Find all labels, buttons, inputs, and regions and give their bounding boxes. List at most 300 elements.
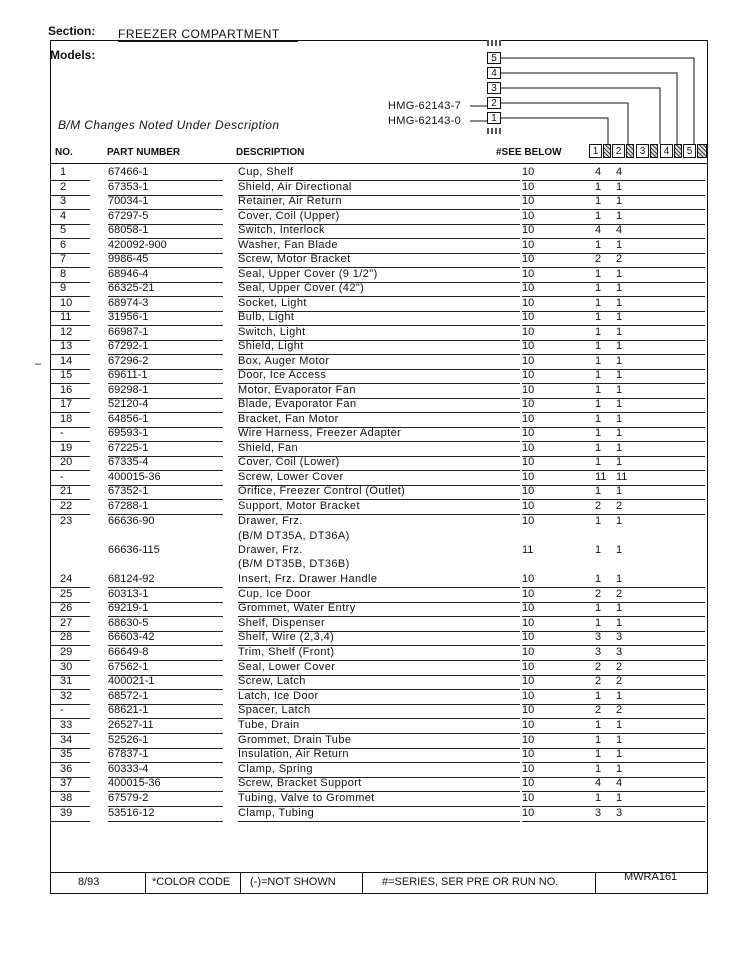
row-qty-1: 1 [595, 412, 602, 425]
row-see-below: 10 [522, 792, 535, 804]
bm-changes-note: B/M Changes Noted Under Description [58, 118, 280, 132]
row-no: 32 [60, 689, 73, 702]
row-qty-2: 1 [616, 412, 623, 425]
row-description: Screw, Bracket Support [238, 777, 362, 790]
table-row [50, 282, 708, 297]
footer-divider [362, 872, 363, 894]
row-qty-1: 1 [595, 544, 602, 556]
row-part-number: 68124-92 [108, 573, 155, 585]
series-box-4: 4 [487, 67, 501, 79]
row-qty-1: 4 [595, 166, 602, 178]
row-see-below: 10 [522, 631, 535, 644]
row-part-number: 64856-1 [108, 412, 149, 425]
row-qty-1: 1 [595, 383, 602, 396]
row-no: 3 [60, 195, 67, 207]
row-qty-1: 1 [595, 441, 602, 454]
row-see-below: 10 [522, 733, 535, 746]
row-part-number: 67225-1 [108, 441, 149, 454]
table-row [50, 675, 708, 690]
row-description: Shield, Air Directional [238, 180, 352, 193]
row-no: 23 [60, 515, 73, 527]
row-no: 2 [60, 180, 67, 193]
row-see-below: 10 [522, 325, 535, 338]
header-no: NO. [55, 147, 73, 158]
row-description: Bracket, Fan Motor [238, 412, 339, 425]
row-part-number: 67288-1 [108, 499, 149, 512]
row-no: 14 [60, 354, 73, 367]
row-part-number: 67297-5 [108, 209, 149, 222]
row-qty-2: 1 [616, 456, 623, 468]
row-see-below: 10 [522, 806, 535, 819]
row-qty-1: 1 [595, 180, 602, 193]
footer-date: 8/93 [78, 876, 100, 888]
row-qty-1: 3 [595, 646, 602, 658]
row-part-number: 26527-11 [108, 719, 154, 731]
row-qty-2: 1 [616, 573, 623, 585]
table-row [50, 311, 708, 326]
row-qty-1: 4 [595, 777, 602, 790]
row-description: Blade, Evaporator Fan [238, 398, 357, 410]
row-see-below: 10 [522, 470, 535, 483]
table-row [50, 807, 708, 822]
row-part-number: 69219-1 [108, 602, 149, 615]
col-box-1: 1 [589, 144, 602, 158]
table-row [50, 777, 708, 792]
row-qty-2: 3 [616, 646, 623, 658]
row-qty-2: 1 [616, 238, 623, 251]
row-see-below: 10 [522, 675, 535, 688]
row-see-below: 10 [522, 282, 535, 294]
row-see-below: 10 [522, 195, 535, 207]
row-part-number: 67837-1 [108, 748, 149, 761]
row-qty-1: 1 [595, 282, 602, 294]
row-no: 12 [60, 325, 73, 338]
footer-divider [240, 872, 241, 894]
row-description: Spacer, Latch [238, 704, 311, 717]
row-description: Cover, Coil (Lower) [238, 456, 340, 468]
row-no: 34 [60, 733, 73, 746]
row-qty-2: 1 [616, 383, 623, 396]
row-qty-1: 1 [595, 325, 602, 338]
row-qty-1: 1 [595, 238, 602, 251]
row-description: Wire Harness, Freezer Adapter [238, 427, 402, 439]
row-qty-2: 4 [616, 166, 623, 178]
row-description: Cover, Coil (Upper) [238, 209, 340, 222]
table-row [50, 588, 708, 603]
row-see-below: 10 [522, 383, 535, 396]
row-qty-2: 1 [616, 544, 623, 556]
row-no: 6 [60, 238, 67, 251]
row-see-below: 10 [522, 209, 535, 222]
row-part-number: 66987-1 [108, 325, 149, 338]
row-qty-1: 2 [595, 660, 602, 673]
row-part-number: 68058-1 [108, 224, 149, 236]
table-row [50, 427, 708, 442]
row-description: Socket, Light [238, 296, 307, 309]
row-qty-2: 2 [616, 253, 623, 265]
row-description: Cup, Ice Door [238, 587, 312, 600]
row-no: 30 [60, 660, 73, 673]
row-see-below: 10 [522, 166, 535, 178]
model-code-0: HMG-62143-0 [388, 115, 461, 127]
table-row [50, 239, 708, 254]
table-row [50, 413, 708, 428]
row-description: Latch, Ice Door [238, 689, 319, 702]
row-description: Bulb, Light [238, 311, 295, 323]
row-see-below: 10 [522, 704, 535, 717]
row-qty-1: 1 [595, 762, 602, 775]
row-part-number: 66636-115 [108, 544, 160, 556]
row-qty-2: 1 [616, 427, 623, 439]
row-qty-2: 2 [616, 660, 623, 673]
row-no: 38 [60, 792, 73, 804]
row-qty-2: 1 [616, 485, 623, 497]
footer-rule [50, 872, 708, 873]
row-no: 16 [60, 383, 73, 396]
table-row [50, 690, 708, 705]
col-box-3: 3 [636, 144, 649, 158]
row-see-below: 10 [522, 441, 535, 454]
row-see-below: 10 [522, 340, 535, 352]
row-no: 17 [60, 398, 73, 410]
row-see-below: 10 [522, 777, 535, 790]
section-label: Section: [48, 24, 96, 38]
row-description: Switch, Light [238, 325, 306, 338]
table-row [50, 719, 708, 734]
row-description: Shield, Fan [238, 441, 299, 454]
table-row [50, 602, 708, 617]
table-row [50, 181, 708, 196]
row-qty-1: 1 [595, 748, 602, 761]
row-qty-1: 2 [595, 499, 602, 512]
row-part-number: 70034-1 [108, 195, 149, 207]
row-qty-1: 1 [595, 792, 602, 804]
row-see-below: 10 [522, 660, 535, 673]
row-qty-2: 1 [616, 719, 623, 731]
row-qty-1: 1 [595, 515, 602, 527]
row-no: - [60, 427, 64, 439]
row-no: 25 [60, 587, 73, 600]
col-shade [603, 144, 611, 158]
row-qty-1: 1 [595, 689, 602, 702]
table-row [50, 661, 708, 676]
row-see-below: 10 [522, 689, 535, 702]
row-no: 36 [60, 762, 73, 775]
row-qty-2: 1 [616, 282, 623, 294]
row-qty-1: 2 [595, 587, 602, 600]
row-no: 24 [60, 573, 73, 585]
row-part-number: 67292-1 [108, 340, 149, 352]
table-row [50, 748, 708, 763]
footer-divider [595, 872, 596, 894]
row-no: 19 [60, 441, 73, 454]
row-qty-1: 1 [595, 311, 602, 323]
table-row [50, 355, 708, 370]
table-row [50, 573, 708, 588]
row-no: 15 [60, 369, 73, 381]
table-row [50, 617, 708, 632]
row-no: 18 [60, 412, 73, 425]
row-part-number: 53516-12 [108, 806, 155, 819]
table-row [50, 763, 708, 778]
row-part-number: 60333-4 [108, 762, 149, 775]
row-part-number: 52120-4 [108, 398, 149, 410]
row-see-below: 10 [522, 238, 535, 251]
row-qty-1: 1 [595, 427, 602, 439]
footer-series-note: #=SERIES, SER PRE OR RUN NO. [382, 876, 559, 888]
row-see-below: 11 [522, 544, 534, 556]
header-part-number: PART NUMBER [107, 147, 181, 158]
row-part-number: 67296-2 [108, 354, 149, 367]
table-row-23a-note [50, 530, 708, 545]
footer-divider [145, 872, 146, 894]
row-qty-2: 1 [616, 441, 623, 454]
row-no: 37 [60, 777, 73, 790]
row-qty-2: 11 [616, 470, 628, 483]
row-description: Door, Ice Access [238, 369, 327, 381]
row-no: 28 [60, 631, 73, 644]
row-part-number: 400021-1 [108, 675, 155, 688]
row-qty-1: 1 [595, 616, 602, 629]
row-see-below: 10 [522, 616, 535, 629]
row-qty-1: 1 [595, 573, 602, 585]
row-description: Tube, Drain [238, 719, 300, 731]
row-qty-1: 4 [595, 224, 602, 236]
row-qty-2: 1 [616, 733, 623, 746]
row-qty-1: 2 [595, 253, 602, 265]
header-see-below: #SEE BELOW [496, 147, 562, 158]
table-row [50, 631, 708, 646]
row-description: Seal, Upper Cover (9 1/2") [238, 267, 378, 280]
table-row [50, 195, 708, 210]
row-part-number: 31956-1 [108, 311, 149, 323]
col-shade [697, 144, 707, 158]
row-part-number: 68630-5 [108, 616, 149, 629]
row-part-number: 68974-3 [108, 296, 149, 309]
col-shade [650, 144, 658, 158]
row-qty-2: 1 [616, 180, 623, 193]
header-rule [50, 163, 708, 164]
row-qty-1: 1 [595, 485, 602, 497]
row-no: 11 [60, 311, 72, 323]
row-description: Box, Auger Motor [238, 354, 330, 367]
row-qty-2: 3 [616, 631, 623, 644]
row-part-number: 66603-42 [108, 631, 155, 644]
row-see-below: 10 [522, 296, 535, 309]
row-part-number: 67466-1 [108, 166, 149, 178]
table-row [50, 704, 708, 719]
table-row [50, 398, 708, 413]
row-description-note: (B/M DT35A, DT36A) [238, 530, 350, 542]
table-row [50, 210, 708, 225]
row-see-below: 10 [522, 573, 535, 585]
table-row [50, 326, 708, 341]
row-part-number: 52526-1 [108, 733, 149, 746]
row-description: Motor, Evaporator Fan [238, 383, 356, 396]
row-qty-1: 1 [595, 456, 602, 468]
row-see-below: 10 [522, 253, 535, 265]
row-qty-1: 11 [595, 470, 607, 483]
row-qty-2: 1 [616, 195, 623, 207]
row-see-below: 10 [522, 719, 535, 731]
row-description: Grommet, Drain Tube [238, 733, 352, 746]
row-see-below: 10 [522, 515, 535, 527]
row-underline [108, 821, 223, 822]
row-description: Clamp, Spring [238, 762, 313, 775]
row-qty-2: 2 [616, 499, 623, 512]
row-no: 31 [60, 675, 73, 688]
col-shade [674, 144, 682, 158]
row-no: 33 [60, 719, 73, 731]
row-qty-2: 2 [616, 704, 623, 717]
row-part-number: 67562-1 [108, 660, 149, 673]
row-description: Shelf, Wire (2,3,4) [238, 631, 335, 644]
row-see-below: 10 [522, 412, 535, 425]
row-qty-2: 1 [616, 792, 623, 804]
row-no: 35 [60, 748, 73, 761]
margin-tick: – [35, 358, 42, 370]
series-box-1: 1 [487, 112, 501, 124]
col-box-2: 2 [612, 144, 625, 158]
row-description: Screw, Lower Cover [238, 470, 344, 483]
row-description: Insert, Frz. Drawer Handle [238, 573, 378, 585]
row-part-number: 66325-21 [108, 282, 155, 294]
row-no: 20 [60, 456, 73, 468]
row-qty-2: 1 [616, 748, 623, 761]
row-part-number: 67352-1 [108, 485, 149, 497]
models-label: Models: [50, 48, 96, 62]
row-description: Orifice, Freezer Control (Outlet) [238, 485, 406, 497]
row-part-number: 67579-2 [108, 792, 149, 804]
row-part-number: 66636-90 [108, 515, 155, 527]
row-no: 8 [60, 267, 67, 280]
series-box-2: 2 [487, 97, 501, 109]
row-qty-2: 1 [616, 209, 623, 222]
row-qty-1: 1 [595, 209, 602, 222]
row-no: 39 [60, 806, 73, 819]
row-description: Retainer, Air Return [238, 195, 342, 207]
row-see-below: 10 [522, 456, 535, 468]
row-qty-1: 1 [595, 296, 602, 309]
row-description: Seal, Upper Cover (42") [238, 282, 365, 294]
table-row [50, 442, 708, 457]
row-qty-1: 1 [595, 340, 602, 352]
row-description: Screw, Motor Bracket [238, 253, 351, 265]
model-code-7: HMG-62143-7 [388, 100, 461, 112]
table-row-23b-note [50, 558, 708, 573]
row-see-below: 10 [522, 485, 535, 497]
table-row [50, 253, 708, 268]
row-no: 26 [60, 602, 73, 615]
row-qty-2: 3 [616, 806, 623, 819]
row-qty-1: 1 [595, 719, 602, 731]
row-no: 22 [60, 499, 73, 512]
row-qty-2: 1 [616, 616, 623, 629]
row-description: Trim, Shelf (Front) [238, 646, 335, 658]
row-see-below: 10 [522, 646, 535, 658]
row-description: Drawer, Frz. [238, 515, 303, 527]
row-description: Washer, Fan Blade [238, 238, 338, 251]
row-no: 27 [60, 616, 73, 629]
row-no: 5 [60, 224, 67, 236]
row-qty-2: 2 [616, 587, 623, 600]
row-part-number: 400015-36 [108, 470, 161, 483]
row-see-below: 10 [522, 587, 535, 600]
row-part-number: 68572-1 [108, 689, 149, 702]
table-row [50, 340, 708, 355]
row-see-below: 10 [522, 602, 535, 615]
row-part-number: 69593-1 [108, 427, 149, 439]
row-qty-2: 4 [616, 224, 623, 236]
row-qty-2: 1 [616, 340, 623, 352]
row-no: - [60, 470, 64, 483]
row-underline [238, 821, 520, 822]
row-description: Clamp, Tubing [238, 806, 315, 819]
table-row [50, 485, 708, 500]
row-qty-1: 1 [595, 398, 602, 410]
row-part-number: 67335-4 [108, 456, 149, 468]
row-see-below: 10 [522, 180, 535, 193]
row-qty-1: 1 [595, 354, 602, 367]
row-underline [50, 821, 90, 822]
row-part-number: 68946-4 [108, 267, 149, 280]
table-row [50, 734, 708, 749]
row-qty-2: 1 [616, 602, 623, 615]
row-qty-1: 3 [595, 806, 602, 819]
table-row [50, 384, 708, 399]
table-row [50, 369, 708, 384]
row-part-number: 69298-1 [108, 383, 149, 396]
table-row [50, 500, 708, 515]
row-qty-2: 1 [616, 762, 623, 775]
series-box-3: 3 [487, 82, 501, 94]
row-qty-1: 1 [595, 602, 602, 615]
row-see-below: 10 [522, 224, 535, 236]
row-qty-2: 1 [616, 267, 623, 280]
row-description-note: (B/M DT35B, DT36B) [238, 558, 350, 570]
row-description: Seal, Lower Cover [238, 660, 336, 673]
footer-doc-code: MWRA161 [624, 871, 678, 883]
table-row-23b [50, 544, 708, 559]
footer-color-code: *COLOR CODE [152, 876, 231, 888]
row-see-below: 10 [522, 369, 535, 381]
row-see-below: 10 [522, 748, 535, 761]
row-qty-2: 1 [616, 354, 623, 367]
row-part-number: 69611-1 [108, 369, 148, 381]
section-title: FREEZER COMPARTMENT [118, 27, 280, 41]
row-qty-1: 1 [595, 267, 602, 280]
row-qty-2: 1 [616, 515, 623, 527]
table-row [50, 471, 708, 486]
row-qty-2: 1 [616, 398, 623, 410]
row-qty-2: 1 [616, 296, 623, 309]
row-qty-2: 4 [616, 777, 623, 790]
row-qty-1: 1 [595, 733, 602, 746]
row-see-below: 10 [522, 398, 535, 410]
row-part-number: 420092-900 [108, 238, 167, 251]
row-description: Grommet, Water Entry [238, 602, 356, 615]
row-qty-2: 1 [616, 311, 623, 323]
row-no: - [60, 704, 64, 717]
row-see-below: 10 [522, 354, 535, 367]
row-underline [595, 821, 705, 822]
table-row [50, 224, 708, 239]
row-no: 13 [60, 340, 73, 352]
row-no: 9 [60, 282, 67, 294]
col-box-5: 5 [683, 144, 696, 158]
row-part-number: 68621-1 [108, 704, 149, 717]
footer-not-shown: (-)=NOT SHOWN [250, 876, 336, 888]
